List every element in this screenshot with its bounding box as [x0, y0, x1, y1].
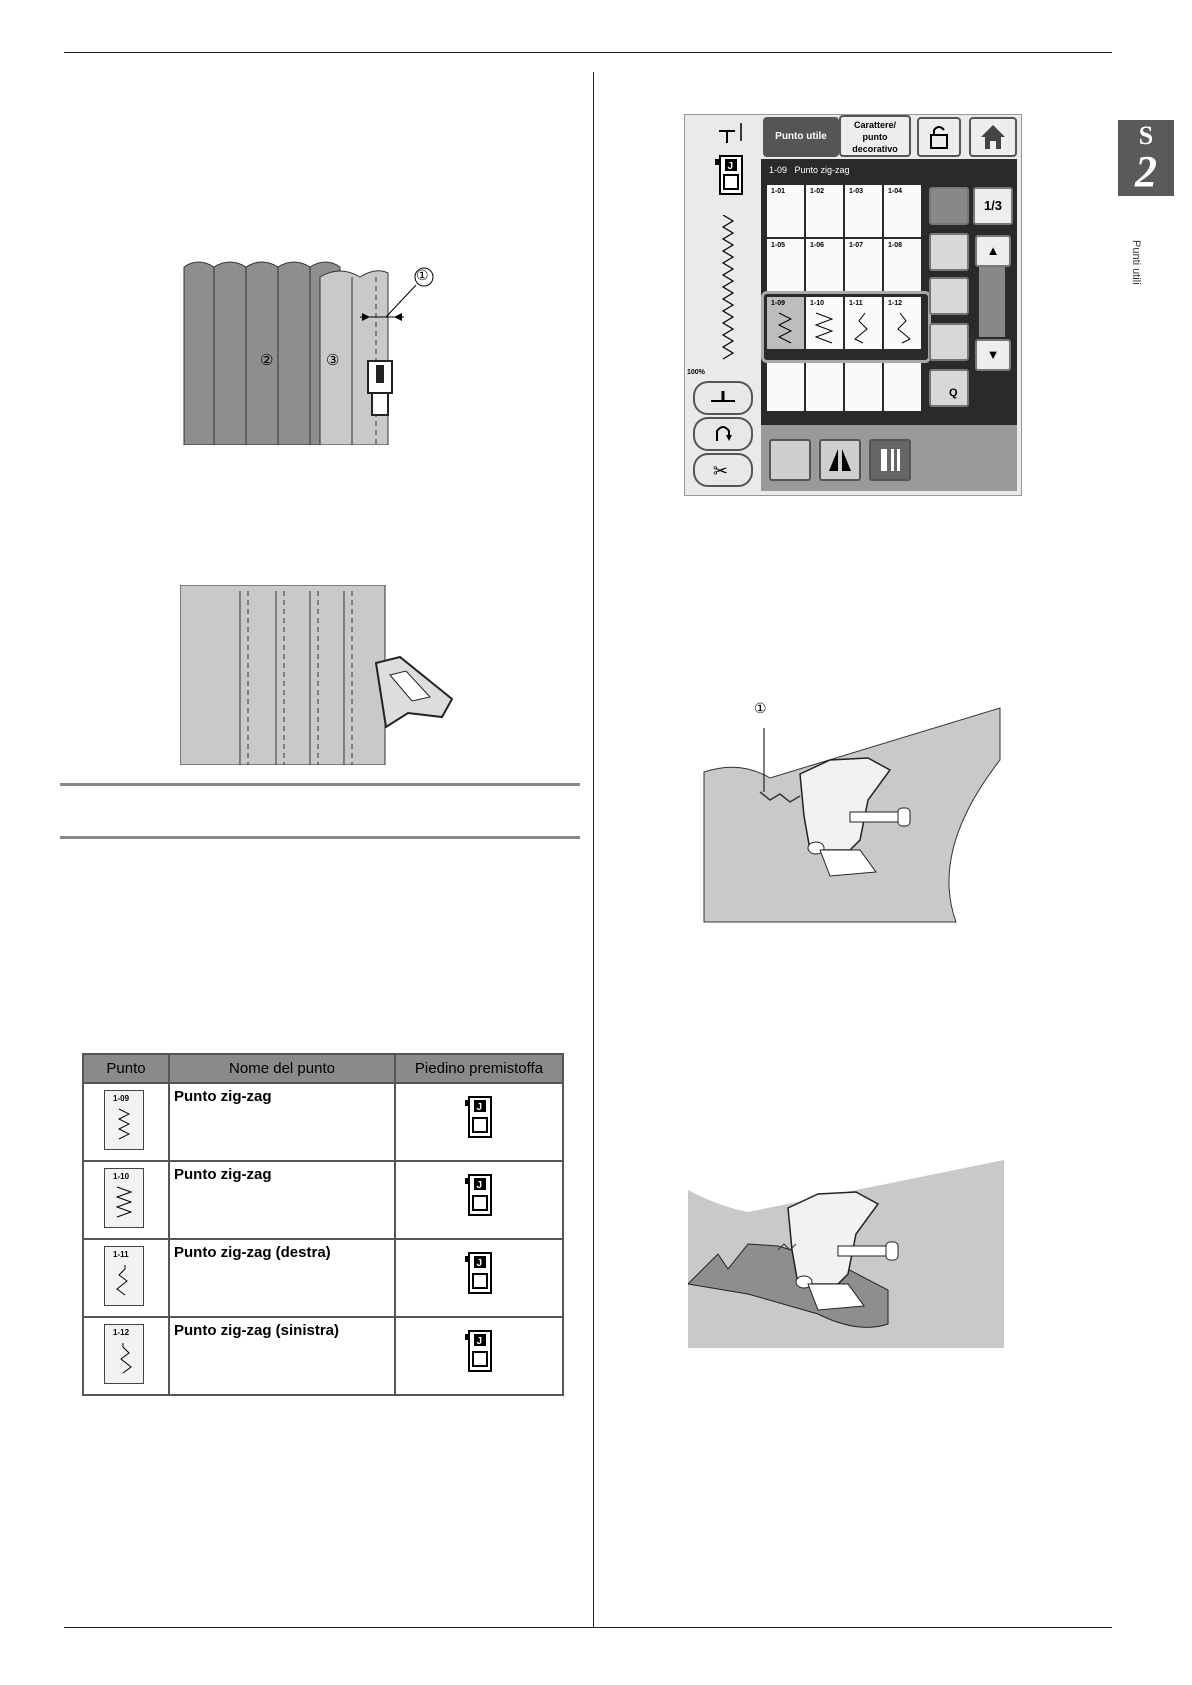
callout-one: ①	[754, 700, 767, 716]
stitch-cell[interactable]: 1-05	[767, 239, 804, 291]
screen-bottom-bar	[761, 425, 1017, 491]
applique-zigzag-drawing	[688, 1134, 1004, 1348]
stitch-thumbnail	[104, 1090, 144, 1150]
bottom-rule	[64, 1627, 1112, 1628]
home-button[interactable]	[969, 117, 1017, 157]
presser-foot-j-icon	[715, 155, 743, 195]
table-row	[83, 1161, 563, 1239]
foot-letter: J	[476, 1336, 483, 1347]
table-row	[83, 1083, 563, 1161]
mirror-icon	[821, 441, 859, 479]
tab-character-decorative[interactable]: Carattere/ punto decorativo	[839, 115, 911, 157]
stitch-cell[interactable]: 1-04	[884, 185, 921, 237]
chapter-side-label: Punti utili	[1130, 240, 1142, 285]
section-rule-top	[60, 783, 580, 786]
stitch-cell[interactable]: 1-12	[884, 297, 921, 349]
pintuck-pressing-drawing	[180, 585, 460, 765]
stitch-preview-icon	[721, 215, 737, 365]
zigzag-edge-drawing	[700, 700, 1010, 925]
stitch-selection-panel	[761, 159, 1017, 425]
machine-lcd-screen	[684, 114, 1022, 496]
scroll-track[interactable]	[979, 267, 1005, 337]
page-indicator: 1/3	[973, 187, 1013, 225]
lock-icon	[919, 119, 959, 155]
table-header-row	[83, 1054, 563, 1083]
stitch-cell[interactable]	[767, 363, 804, 411]
stitch-code: 1-09	[113, 1094, 130, 1103]
zigzag-edge-illustration	[700, 700, 1010, 925]
home-icon	[971, 119, 1015, 155]
stitch-thumbnail	[104, 1324, 144, 1384]
foot-letter: J	[476, 1258, 483, 1269]
foot-letter: J	[476, 1102, 483, 1113]
pintuck-pressing-illustration	[180, 585, 460, 765]
stitch-cell[interactable]: 1-11	[845, 297, 882, 349]
presser-foot-j-icon	[465, 1174, 493, 1216]
pintuck-sewing-illustration	[180, 255, 480, 445]
stitch-name: Punto zig-zag (sinistra)	[169, 1317, 395, 1395]
stitch-cell-selected[interactable]: 1-09	[767, 297, 804, 349]
stitch-name: Punto zig-zag	[169, 1083, 395, 1161]
reverse-stitch-icon	[695, 383, 751, 413]
chapter-number: 2	[1135, 147, 1157, 196]
section-rule-bottom	[60, 836, 580, 839]
screen-foot-letter: J	[727, 161, 734, 172]
presser-foot-j-icon	[465, 1252, 493, 1294]
stitch-table	[82, 1053, 564, 1396]
reverse-stitch-button[interactable]	[693, 381, 753, 415]
applique-zigzag-illustration	[688, 1134, 1004, 1348]
header-stitch: Punto	[83, 1054, 169, 1083]
category-utility-button[interactable]	[929, 187, 969, 225]
stitch-cell[interactable]	[806, 363, 843, 411]
top-rule	[64, 52, 1112, 53]
tab-utility-stitch[interactable]: Punto utile	[763, 117, 839, 157]
svg-text:✂: ✂	[713, 461, 729, 482]
header-presser-foot: Piedino premistoffa	[395, 1054, 563, 1083]
chapter-letter: S	[1138, 121, 1154, 150]
stitch-cell[interactable]: 1-08	[884, 239, 921, 291]
table-row	[83, 1239, 563, 1317]
needle-position-icon	[715, 121, 749, 145]
selected-stitch-label: 1-09 Punto zig-zag	[769, 165, 850, 175]
scroll-down-button[interactable]: ▼	[975, 339, 1011, 371]
stitch-cell[interactable]: 1-02	[806, 185, 843, 237]
header-stitch-name: Nome del punto	[169, 1054, 395, 1083]
presser-foot-j-icon	[465, 1096, 493, 1138]
category-satin-button[interactable]	[929, 323, 969, 361]
stitch-cell[interactable]: 1-01	[767, 185, 804, 237]
stitch-name: Punto zig-zag	[169, 1161, 395, 1239]
category-quilt-button[interactable]	[929, 369, 969, 407]
category-buttonhole-button[interactable]	[929, 277, 969, 315]
twin-needle-button[interactable]	[869, 439, 911, 481]
stitch-name: Punto zig-zag (destra)	[169, 1239, 395, 1317]
scissors-icon	[695, 455, 751, 485]
quilt-q-label: Q	[949, 387, 958, 399]
stitch-code: 1-11	[113, 1250, 129, 1259]
mirror-image-button[interactable]	[819, 439, 861, 481]
reinforcement-icon	[695, 419, 751, 449]
stitch-cell[interactable]: 1-06	[806, 239, 843, 291]
stitch-cell[interactable]: 1-10	[806, 297, 843, 349]
stitch-code: 1-10	[113, 1172, 130, 1181]
stitch-cell[interactable]	[884, 363, 921, 411]
thread-cutter-button[interactable]	[693, 453, 753, 487]
pintuck-sewing-drawing	[180, 255, 480, 445]
lock-button[interactable]	[917, 117, 961, 157]
callout-one: ①	[416, 267, 429, 283]
stitch-cell[interactable]	[845, 363, 882, 411]
stitch-cell[interactable]: 1-03	[845, 185, 882, 237]
table-row	[83, 1317, 563, 1395]
column-divider	[593, 72, 594, 1627]
category-decorative-button[interactable]	[929, 233, 969, 271]
reinforcement-button[interactable]	[693, 417, 753, 451]
chapter-tab	[1118, 120, 1174, 196]
twin-needle-icon	[871, 441, 909, 479]
callout-two: ②	[260, 352, 274, 369]
stitch-settings-button[interactable]	[769, 439, 811, 481]
stitch-code: 1-12	[113, 1328, 130, 1337]
stitch-thumbnail	[104, 1168, 144, 1228]
stitch-thumbnail	[104, 1246, 144, 1306]
scroll-up-button[interactable]: ▲	[975, 235, 1011, 267]
stitch-cell[interactable]: 1-07	[845, 239, 882, 291]
callout-three: ③	[326, 352, 340, 369]
foot-letter: J	[476, 1180, 483, 1191]
zoom-level: 100%	[687, 369, 705, 376]
presser-foot-j-icon	[465, 1330, 493, 1372]
